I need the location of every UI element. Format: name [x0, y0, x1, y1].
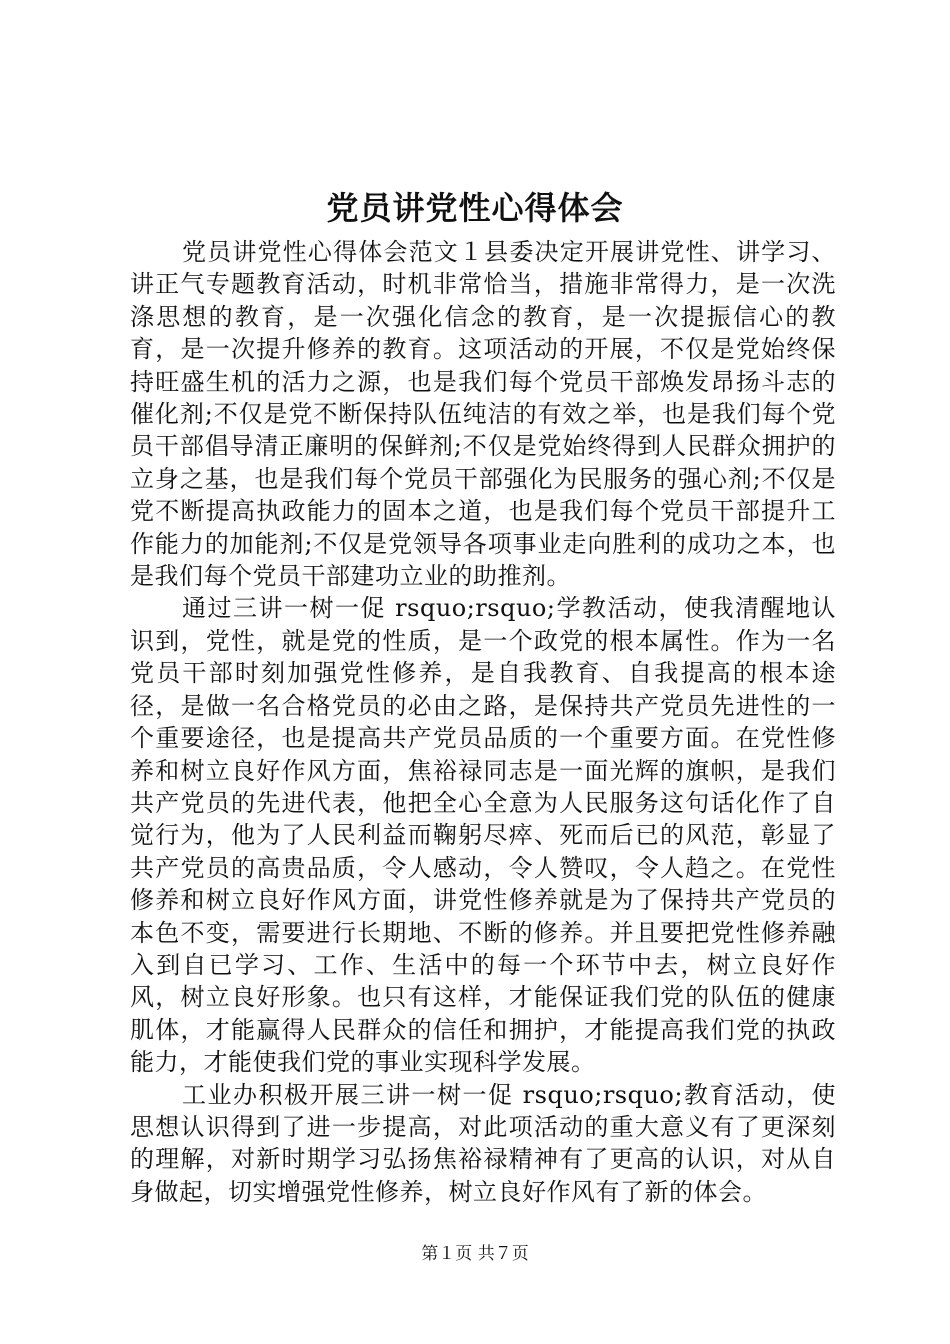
- page-number-footer: 第１页 共７页: [421, 1244, 529, 1264]
- paragraph-3: 工业办积极开展三讲一树一促 rsquo;rsquo;教育活动，使思想认识得到了进一步提高，对此项活动的重大意义有了更深刻的理解，对新时期学习弘扬焦裕禄精神有了更高的认识，对从自身做起，切实增强党性修养，树立良好作风有了新的体会。: [130, 1080, 836, 1206]
- document-body: [130, 236, 836, 1208]
- paragraph-1: 党员讲党性心得体会范文１县委决定开展讲党性、讲学习、讲正气专题教育活动，时机非常恰当，措施非常得力，是一次洗涤思想的教育，是一次强化信念的教育，是一次提振信心的教育，是一次提升修养的教育。这项活动的开展，不仅是党始终保持旺盛生机的活力之源，也是我们每个党员干部焕发昂扬斗志的催化剂;不仅是党不断保持队伍纯洁的有效之举，也是我们每个党员干部倡导清正廉明的保鲜剂;不仅是党始终得到人民群众拥护的立身之基，也是我们每个党员干部强化为民服务的强心剂;不仅是党不断提高执政能力的固本之道，也是我们每个党员干部提升工作能力的加能剂;不仅是党领导各项事业走向胜利的成功之本，也是我们每个党员干部建功立业的助推剂。: [130, 238, 836, 591]
- paragraph-2: 通过三讲一树一促 rsquo;rsquo;学教活动，使我清醒地认识到，党性，就是党的性质，是一个政党的根本属性。作为一名党员干部时刻加强党性修养，是自我教育、自我提高的根本途径，是做一名合格党员的必由之路，是保持共产党员先进性的一个重要途径，也是提高共产党员品质的一个重要方面。在党性修养和树立良好作风方面，焦裕禄同志是一面光辉的旗帜，是我们共产党员的先进代表，他把全心全意为人民服务这句话化作了自觉行为，他为了人民利益而鞠躬尽瘁、死而后已的风范，彰显了共产党员的高贵品质，令人感动，令人赞叹，令人趋之。在党性修养和树立良好作风方面，讲党性修养就是为了保持共产党员的本色不变，需要进行长期地、不断的修养。并且要把党性修养融入到自已学习、工作、生活中的每一个环节中去，树立良好作风，树立良好形象。也只有这样，才能保证我们党的队伍的健康肌体，才能赢得人民群众的信任和拥护，才能提高我们党的执政能力，才能使我们党的事业实现科学发展。: [130, 594, 836, 1077]
- document-title: 党员讲党性心得体会: [326, 189, 624, 227]
